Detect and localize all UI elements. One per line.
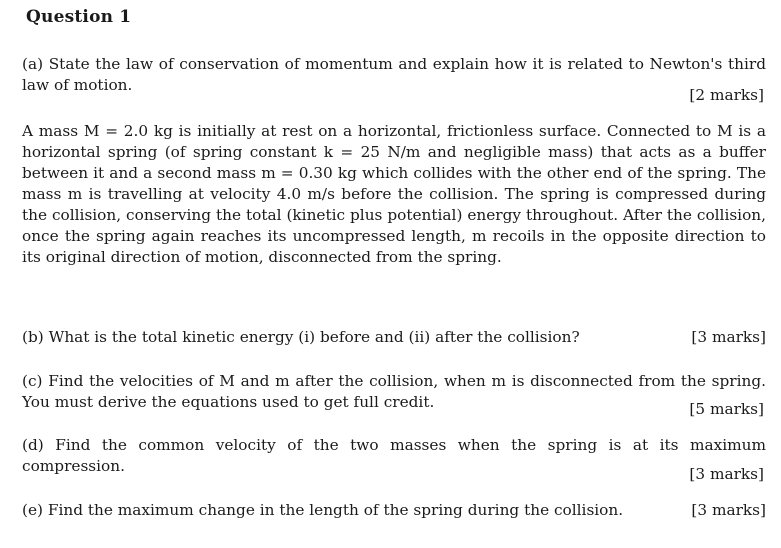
part-e-marks: [3 marks] xyxy=(691,501,766,519)
part-a-text: (a) State the law of conservation of momentum and explain how it is related to Newton's third law of motion. xyxy=(22,55,766,94)
part-b-text: (b) What is the total kinetic energy (i) before and (ii) after the collision? xyxy=(22,328,580,346)
part-c-marks: [5 marks] xyxy=(689,400,764,418)
part-d-text: (d) Find the common velocity of the two masses when the spring is at its maximum compression. xyxy=(22,436,766,475)
part-c-text: (c) Find the velocities of M and m after the collision, when m is disconnected from the spring. You must derive the equations used to get full credit. xyxy=(22,372,766,411)
part-e xyxy=(22,500,766,521)
part-a-marks: [2 marks] xyxy=(689,86,764,104)
question-heading: Question 1 xyxy=(26,7,132,27)
scenario-paragraph: A mass M = 2.0 kg is initially at rest on a horizontal, frictionless surface. Connected to M is a horizontal spring (of spring constant k = 25 N/m and negligible mass) that acts as a buffer between it and a second mass m = 0.30 kg which collides with the other end of the spring. The mass m is travelling at velocity 4.0 m/s before the collision. The spring is compressed during the collision, conserving the total (kinetic plus potential) energy throughout. After the collision, once the spring again reaches its uncompressed length, m recoils in the opposite direction to its original direction of motion, disconnected from the spring. xyxy=(22,122,766,266)
part-b xyxy=(22,327,766,348)
part-d-marks: [3 marks] xyxy=(689,465,764,483)
part-e-text: (e) Find the maximum change in the length of the spring during the collision. xyxy=(22,501,624,519)
part-b-marks: [3 marks] xyxy=(691,328,766,346)
